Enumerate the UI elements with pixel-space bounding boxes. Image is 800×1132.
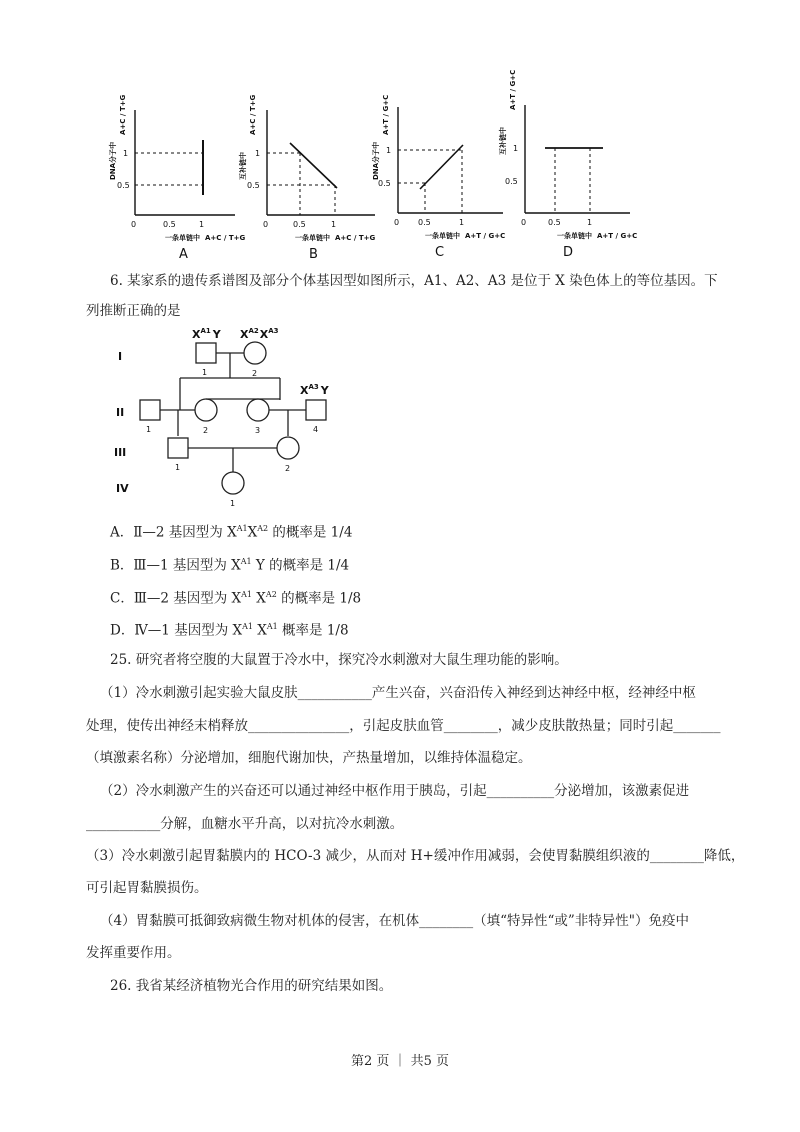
q25-p3-line2: 可引起胃黏膜损伤。 (86, 880, 208, 896)
graph-d-xtick-05: 0.5 (548, 218, 561, 227)
q25-p2-line1: （2）冷水刺激产生的兴奋还可以通过神经中枢作用于胰岛，引起__________分泌增加，该激素促进 (100, 783, 690, 799)
graph-b-yratio: A+C / T+G (249, 94, 257, 135)
graph-a-yratio: A+C / T+G (119, 94, 127, 135)
graph-c-ylabel: DNA分子中 (372, 141, 380, 180)
graph-c-xtick-05: 0.5 (418, 218, 431, 227)
genotype-I1: $X^{A1}$ Y (192, 327, 221, 341)
gen-label-IV: IV (116, 482, 129, 495)
q25-p4-line2: 发挥重要作用。 (86, 945, 181, 961)
q6-line-1: 6. 某家系的遗传系谱图及部分个体基因型如图所示，A1、A2、A3 是位于 X 染色体上的等位基因。下 (110, 273, 718, 289)
graph-b-ytick-05: 0.5 (247, 181, 260, 190)
option-a: A．Ⅱ—2 基因型为 $X^{A1}X^{A2}$ 的概率是 1/4 (110, 524, 353, 541)
q25-p1-line1: （1）冷水刺激引起实验大鼠皮肤___________产生兴奋，兴奋沿传入神经到达神经中枢，经神经中枢 (100, 685, 696, 701)
graph-c-label: C (435, 245, 445, 260)
svg-text:2: 2 (252, 369, 258, 378)
q25-intro: 25. 研究者将空腹的大鼠置于冷水中，探究冷水刺激对大鼠生理功能的影响。 (110, 652, 568, 668)
graph-d-ytick-1: 1 (513, 144, 519, 153)
graph-d-label: D (563, 245, 574, 260)
svg-text:4: 4 (313, 425, 319, 434)
q25-p1-line2: 处理，使传出神经末梢释放_______________，引起皮肤血管________，减少皮肤散热量；同时引起_______ (86, 718, 721, 734)
graph-a-xtick-05: 0.5 (163, 220, 176, 229)
graph-c-yratio: A+T / G+C (382, 94, 390, 135)
graph-a-xratio: A+C / T+G (205, 234, 246, 242)
graph-a-xtick-0: 0 (131, 220, 137, 229)
graph-b-ytick-1: 1 (255, 149, 261, 158)
graph-d (498, 70, 637, 260)
graph-d-ylabel: 互补链中 (499, 127, 507, 155)
graph-a-ytick-1: 1 (123, 149, 129, 158)
graph-d-xtick-1: 1 (587, 218, 593, 227)
gen-label-II: II (116, 406, 125, 419)
option-c: C．Ⅲ—2 基因型为 $X^{A1}$ $X^{A2}$ 的概率是 1/8 (110, 590, 362, 607)
page-footer: 第2 页 ｜ 共5 页 (350, 1054, 450, 1069)
q25-p1-line3: （填激素名称）分泌增加，细胞代谢加快，产热量增加，以维持体温稳定。 (86, 750, 532, 766)
graph-d-xtick-0: 0 (521, 218, 527, 227)
graph-d-xratio: A+T / G+C (597, 232, 638, 240)
option-b: B．Ⅲ—1 基因型为 $X^{A1}$ Y 的概率是 1/4 (110, 557, 350, 574)
graph-a (108, 95, 245, 262)
svg-text:1: 1 (202, 368, 208, 377)
svg-text:2: 2 (203, 426, 209, 435)
graph-c-xratio: A+T / G+C (465, 232, 506, 240)
q6-line-2: 列推断正确的是 (86, 303, 181, 319)
svg-text:1: 1 (146, 425, 152, 434)
graph-a-xlabel: 一条单链中 (165, 234, 200, 242)
graph-b-ylabel: 互补链中 (239, 152, 247, 180)
gen-label-III: III (114, 446, 127, 459)
graph-a-label: A (179, 247, 188, 262)
graph-a-xtick-1: 1 (199, 220, 205, 229)
graph-b-xlabel: 一条单链中 (295, 234, 330, 242)
graph-c-xtick-1: 1 (459, 218, 465, 227)
graph-c (371, 95, 505, 260)
svg-text:3: 3 (255, 426, 261, 435)
graph-b-label: B (309, 247, 318, 262)
q26-text: 26. 我省某经济植物光合作用的研究结果如图。 (110, 978, 393, 994)
dna-ratio-graphs (95, 69, 745, 265)
q25-p3-line1: （3）冷水刺激引起胃黏膜内的 HCO-3 减少，从而对 H+缓冲作用减弱，会使胃黏膜组织液的________降低， (86, 848, 745, 864)
pedigree-chart (100, 320, 360, 515)
graph-a-ytick-05: 0.5 (117, 181, 130, 190)
graph-b-xtick-05: 0.5 (293, 220, 306, 229)
graph-a-ylabel: DNA分子中 (109, 141, 117, 180)
genotype-II4: $X^{A3}$ Y (300, 383, 329, 397)
genotype-I2: $X^{A2}X^{A3}$ (240, 327, 279, 341)
graph-c-ytick-1: 1 (386, 146, 392, 155)
svg-text:2: 2 (285, 464, 291, 473)
graph-d-yratio: A+T / G+C (509, 69, 517, 110)
graph-b (238, 95, 375, 262)
graph-c-ytick-05: 0.5 (378, 179, 391, 188)
graph-b-xtick-1: 1 (331, 220, 337, 229)
graph-b-xtick-0: 0 (263, 220, 269, 229)
q25-p4-line1: （4）胃黏膜可抵御致病微生物对机体的侵害，在机体________（填“特异性“或”非特异性"）免疫中 (100, 913, 690, 929)
graph-b-xratio: A+C / T+G (335, 234, 376, 242)
option-d: D．Ⅳ—1 基因型为 $X^{A1}$ $X^{A1}$ 概率是 1/8 (110, 622, 349, 639)
gen-label-I: I (118, 350, 123, 363)
graph-d-ytick-05: 0.5 (505, 177, 518, 186)
svg-text:1: 1 (175, 463, 181, 472)
graph-d-xlabel: 一条单链中 (557, 232, 592, 240)
graph-c-xlabel: 一条单链中 (425, 232, 460, 240)
svg-text:1: 1 (230, 499, 236, 508)
graph-c-xtick-0: 0 (394, 218, 400, 227)
q25-p2-line2: ___________分解，血糖水平升高，以对抗冷水刺激。 (86, 816, 404, 832)
